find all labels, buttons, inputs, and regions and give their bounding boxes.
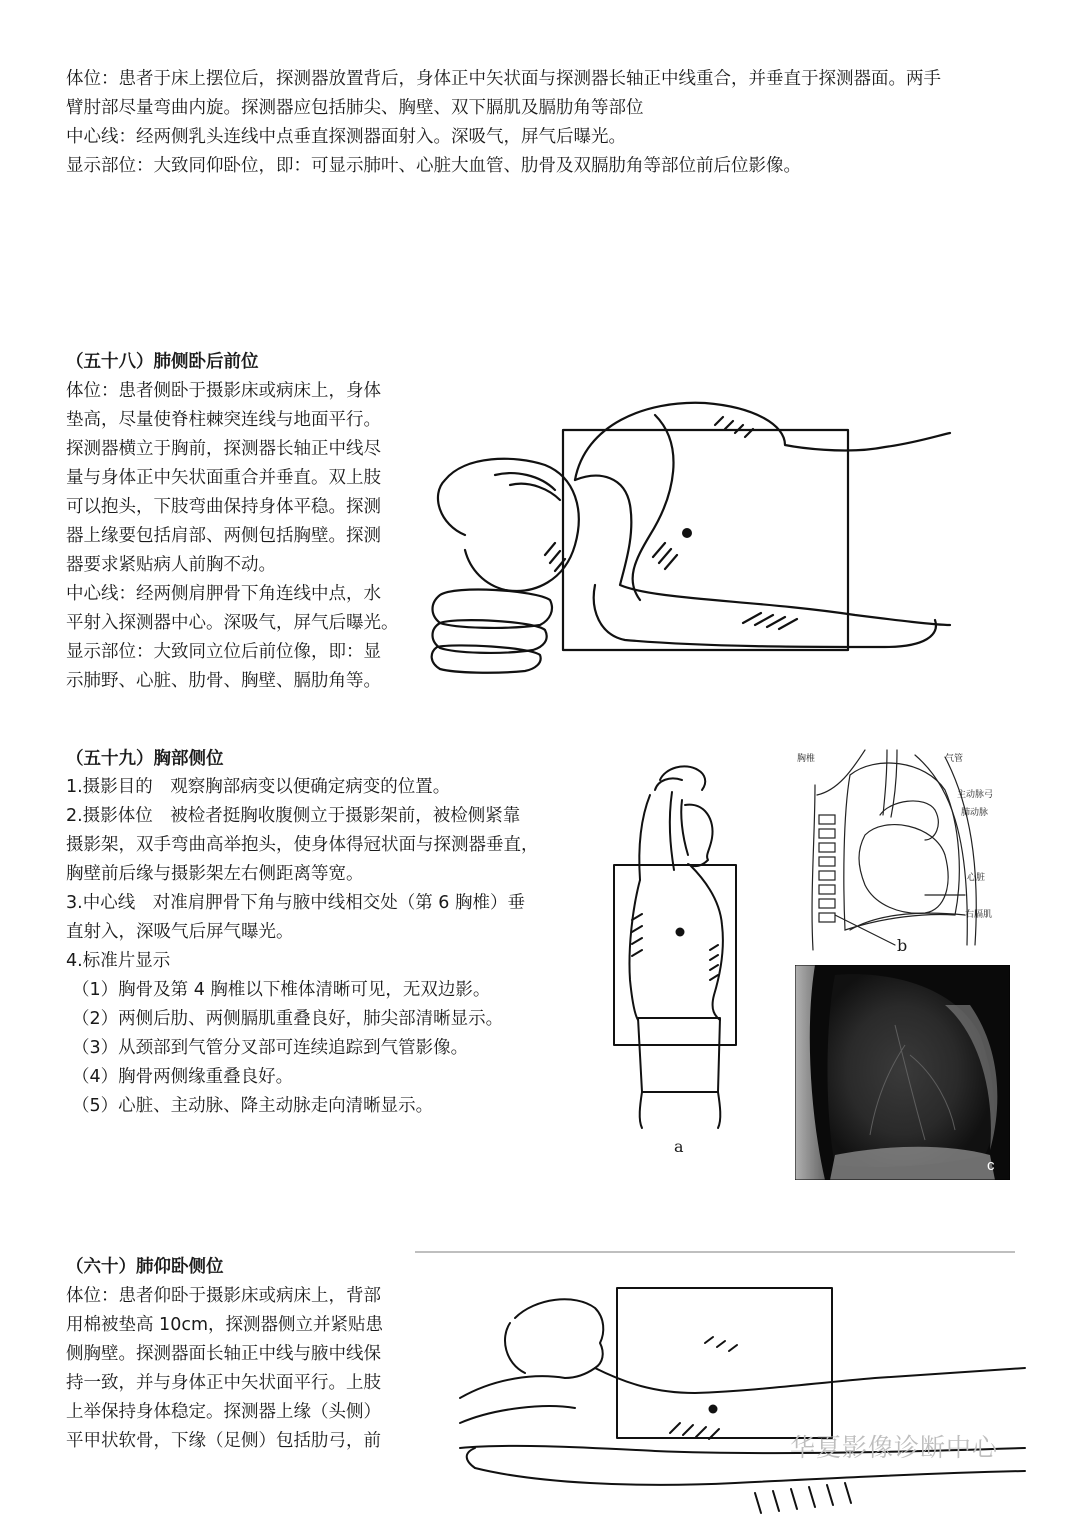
- text-line: 3.中心线 对准肩胛骨下角与腋中线相交处（第 6 胸椎）垂: [66, 893, 525, 913]
- section-60-title: （六十）肺仰卧侧位: [66, 1257, 224, 1277]
- intro-line: 显示部位：大致同仰卧位，即：可显示肺叶、心脏大血管、肋骨及双膈肋角等部位前后位影像。: [66, 156, 801, 176]
- intro-line: 臂肘部尽量弯曲内旋。探测器应包括肺尖、胸壁、双下膈肌及膈肋角等部位: [66, 98, 644, 118]
- text-line: 平射入探测器中心。深吸气，屏气后曝光。: [66, 613, 399, 633]
- label-trachea: 气管: [945, 754, 964, 764]
- label-spine: 胸椎: [797, 754, 816, 764]
- text-line: 体位：患者侧卧于摄影床或病床上，身体: [66, 381, 381, 401]
- label-heart: 心脏: [967, 873, 986, 883]
- label-right-diaphragm: 右膈肌: [965, 910, 993, 920]
- text-line: 持一致，并与身体正中矢状面平行。上肢: [66, 1373, 381, 1393]
- text-line: （2）两侧后肋、两侧膈肌重叠良好，肺尖部清晰显示。: [72, 1009, 504, 1029]
- text-line: 用棉被垫高 10cm，探测器侧立并紧贴患: [66, 1315, 383, 1335]
- text-line: 可以抱头，下肢弯曲保持身体平稳。探测: [66, 497, 381, 517]
- text-line: （1）胸骨及第 4 胸椎以下椎体清晰可见，无双边影。: [72, 980, 491, 1000]
- text-line: 侧胸壁。探测器面长轴正中线与腋中线保: [66, 1344, 381, 1364]
- lateral-recumbent-illustration: [425, 385, 955, 675]
- section-58-title: （五十八）肺侧卧后前位: [66, 352, 259, 372]
- intro-line: 中心线：经两侧乳头连线中点垂直探测器面射入。深吸气，屏气后曝光。: [66, 127, 626, 147]
- intro-line: 体位：患者于床上摆位后，探测器放置背后，身体正中矢状面与探测器长轴正中线重合，并垂直于探测器面。两手: [66, 69, 941, 89]
- divider-line: [415, 1250, 1015, 1254]
- text-line: （4）胸骨两侧缘重叠良好。: [72, 1067, 294, 1087]
- text-line: （3）从颈部到气管分叉部可连续追踪到气管影像。: [72, 1038, 469, 1058]
- section-59-title: （五十九）胸部侧位: [66, 749, 224, 769]
- label-pulmonary-artery: 肺动脉: [961, 808, 989, 818]
- text-line: 中心线：经两侧肩胛骨下角连线中点，水: [66, 584, 381, 604]
- text-line: （5）心脏、主动脉、降主动脉走向清晰显示。: [72, 1096, 434, 1116]
- chest-lateral-anatomy-diagram: [795, 745, 1010, 960]
- text-line: 2.摄影体位 被检者挺胸收腹侧立于摄影架前，被检侧紧靠: [66, 806, 521, 826]
- text-line: 胸壁前后缘与摄影架左右侧距离等宽。: [66, 864, 364, 884]
- supine-lateral-illustration: [455, 1283, 1030, 1523]
- text-line: 平甲状软骨，下缘（足侧）包括肋弓，前: [66, 1431, 381, 1451]
- standing-lateral-illustration: [610, 760, 745, 1130]
- text-line: 体位：患者仰卧于摄影床或病床上，背部: [66, 1286, 381, 1306]
- text-line: 探测器横立于胸前，探测器长轴正中线尽: [66, 439, 381, 459]
- text-line: 示肺野、心脏、肋骨、胸壁、膈肋角等。: [66, 671, 381, 691]
- text-line: 摄影架，双手弯曲高举抱头，使身体得冠状面与探测器垂直，: [66, 835, 539, 855]
- text-line: 垫高，尽量使脊柱棘突连线与地面平行。: [66, 410, 381, 430]
- text-line: 显示部位：大致同立位后前位像，即：显: [66, 642, 381, 662]
- figure-b-label: b: [897, 936, 908, 955]
- intro-paragraph: [66, 65, 1066, 181]
- section-58-body: [66, 377, 411, 696]
- text-line: 器上缘要包括肩部、两侧包括胸壁。探测: [66, 526, 381, 546]
- watermark: 华夏影像诊断中心: [790, 1433, 999, 1462]
- text-line: 上举保持身体稳定。探测器上缘（头侧）: [66, 1402, 381, 1422]
- figure-c-label: c: [987, 1157, 995, 1174]
- text-line: 器要求紧贴病人前胸不动。: [66, 555, 276, 575]
- text-line: 直射入，深吸气后屏气曝光。: [66, 922, 294, 942]
- section-60-body: [66, 1282, 411, 1456]
- figure-a-label: a: [674, 1137, 684, 1156]
- label-aortic-arch: 主动脉弓: [957, 790, 994, 800]
- section-59-body: [66, 773, 576, 1121]
- lateral-chest-xray: [795, 965, 1010, 1180]
- text-line: 4.标准片显示: [66, 951, 171, 971]
- text-line: 量与身体正中矢状面重合并垂直。双上肢: [66, 468, 381, 488]
- text-line: 1.摄影目的 观察胸部病变以便确定病变的位置。: [66, 777, 451, 797]
